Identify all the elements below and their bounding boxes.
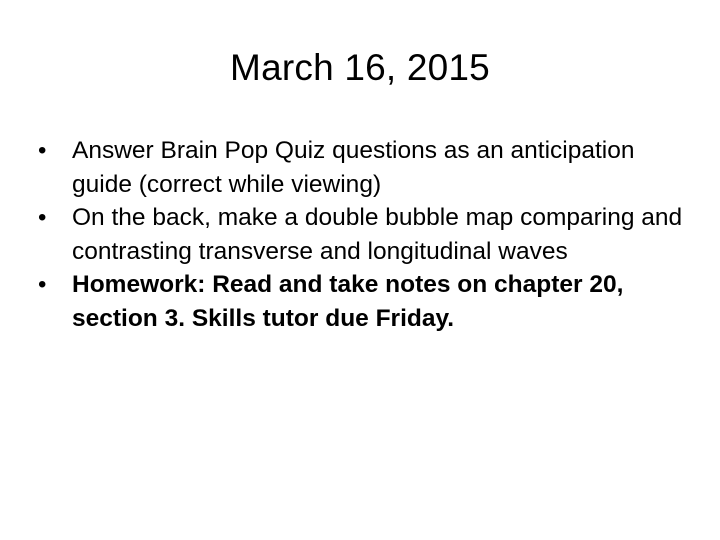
bullet-marker: •	[38, 204, 47, 231]
bullet-marker: •	[38, 271, 47, 298]
bullet-item-brain-pop	[36, 134, 686, 201]
bullet-text: On the back, make a double bubble map comparing and contrasting transverse and longitudinal waves	[72, 204, 683, 265]
bullet-list	[36, 134, 686, 335]
bullet-text: Homework: Read and take notes on chapter 20, section 3. Skills tutor due Friday.	[72, 271, 624, 332]
bullet-marker: •	[38, 137, 47, 164]
bullet-text: Answer Brain Pop Quiz questions as an anticipation guide (correct while viewing)	[72, 137, 635, 198]
bullet-item-double-bubble-map	[36, 201, 686, 268]
slide-title: March 16, 2015	[230, 47, 490, 88]
bullet-item-homework	[36, 268, 686, 335]
